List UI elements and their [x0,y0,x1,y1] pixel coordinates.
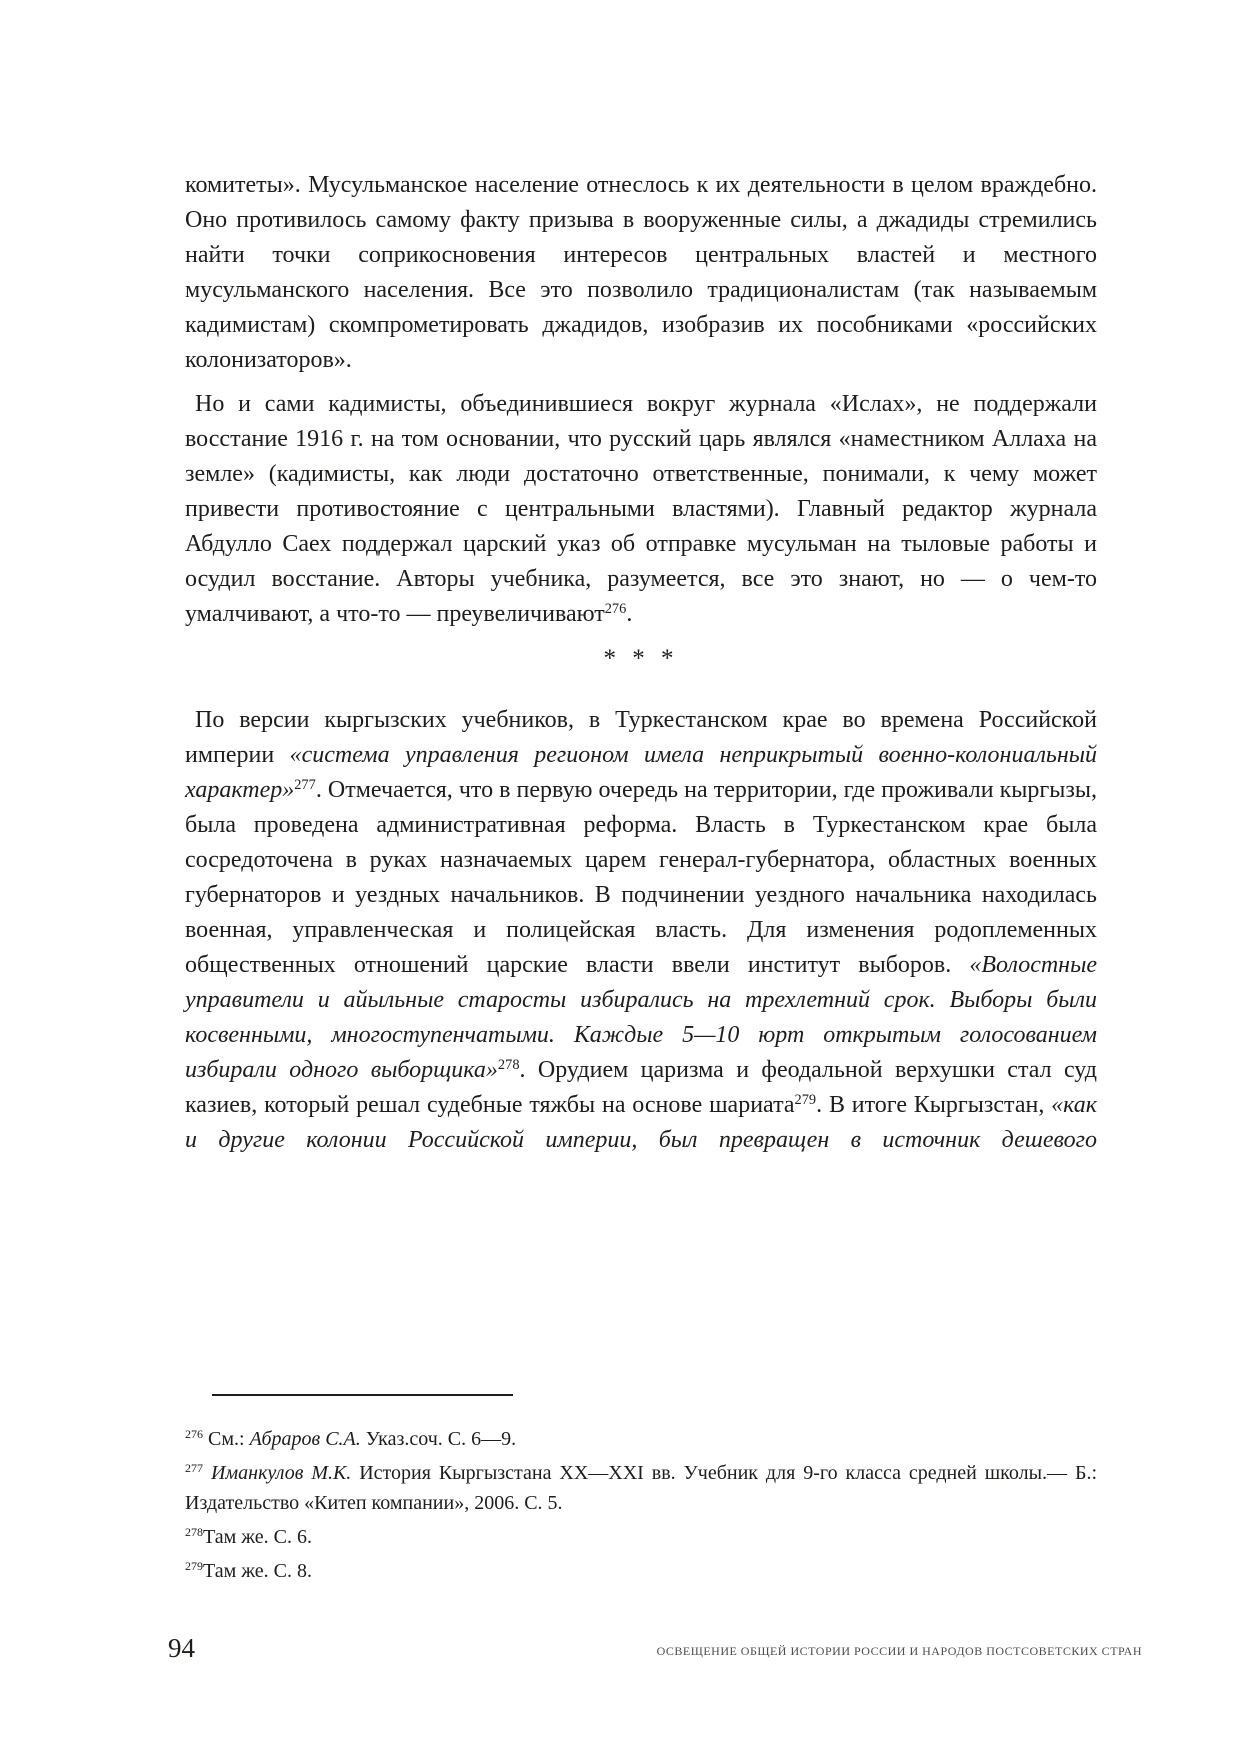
running-footer: ОСВЕЩЕНИЕ ОБЩЕЙ ИСТОРИИ РОССИИ И НАРОДОВ ПОСТСОВЕТСКИХ СТРАН [656,1644,1142,1658]
quoted-italic-text: Иманкулов М.К. [210,1462,352,1484]
footnote-ref: 277 [294,777,316,794]
footnote-separator [212,1394,513,1396]
footnote-number: 279 [185,1559,203,1574]
quoted-italic-text: «как и другие колонии Российской империи, был превращен в источник дешевого [185,1092,1098,1153]
page-body [185,168,1097,1167]
footnote [185,1556,1097,1586]
footnotes [185,1424,1097,1590]
text-run: Там же. С. 6. [203,1526,313,1548]
footnote [185,1424,1097,1454]
text-run: Указ.соч. С. 6—9. [360,1428,517,1450]
footnote-ref: 279 [794,1092,817,1109]
section-divider: * * * [603,645,679,672]
text-run: комитеты». Мусульманское население отнеслось к их деятельности в целом враждебно. Оно противилось самому факту призыва в вооруженные силы, а джадиды стремились найти точки соприкосновения интересов центральных властей и местного мусульманского населения. Все это позволило традиционалистам (так называемым кадимистам) скомпрометировать джадидов, изобразив их пособниками «российских колонизаторов». [185,172,1097,373]
footnote-number: 277 [185,1461,203,1476]
text-run: . Отмечается, что в первую очередь на территории, где проживали кыргызы, была проведена административная реформа. Власть в Туркестанском крае была сосредоточена в руках назначаемых царем генерал-губернатора, областных военных губернаторов и уездных начальников. В подчинении уездного начальника находилась военная, управленческая и полицейская власть. Для изменения родоплеменных общественных отношений царские власти ввели институт выборов. [185,777,1097,978]
page-number: 94 [168,1633,195,1663]
text-run [203,1462,211,1484]
quoted-italic-text: Абраров С.А. [249,1428,361,1450]
body-paragraph [185,387,1097,632]
footnote-number: 276 [185,1427,203,1442]
footnote [185,1522,1097,1552]
quoted-italic-text: «Волостные управители и айыльные старосты избирались на трехлетний срок. Выборы были косвенными, многоступенчатыми. Каждые 5—10 юрт открытым голосованием избирали одного выборщика» [185,952,1097,1083]
text-run: История Кыргызстана XX—XXI вв. Учебник для 9-го класса средней школы.— Б.: Издательство «Китеп компании», 2006. С. 5. [185,1462,1097,1514]
text-run: . В итоге Кыргызстан, [816,1092,1052,1118]
text-run: . Орудием царизма и феодальной верхушки стал суд казиев, который решал судебные тяжбы на основе шариата [185,1057,1097,1118]
body-paragraph [185,168,1097,378]
text-run: Там же. С. 8. [203,1560,313,1582]
footnote-number: 278 [185,1525,203,1540]
text-run: По версии кыргызских учебников, в Туркестанском крае во времена Российской империи [185,707,1097,768]
text-run: Но и сами кадимисты, объединившиеся вокруг журнала «Ислах», не поддержали восстание 1916 г. на том основании, что русский царь являлся «наместником Аллаха на земле» (кадимисты, как люди достаточно ответственные, понимали, к чему может привести противостояние с центральными властями). Главный редактор журнала Абдулло Саех поддержал царский указ об отправке мусульман на тыловые работы и осудил восстание. Авторы учебника, разумеется, все это знают, но — о чем-то умалчивают, а что-то — преувеличивают [185,391,1097,627]
text-run: . [626,601,633,627]
body-paragraph [185,703,1097,1158]
text-run: См.: [203,1428,250,1450]
footnote-ref: 276 [604,601,627,618]
quoted-italic-text: «система управления регионом имела неприкрытый военно-колониальный характер» [185,742,1097,803]
footnote-ref: 278 [497,1057,520,1074]
footnote [185,1458,1097,1518]
